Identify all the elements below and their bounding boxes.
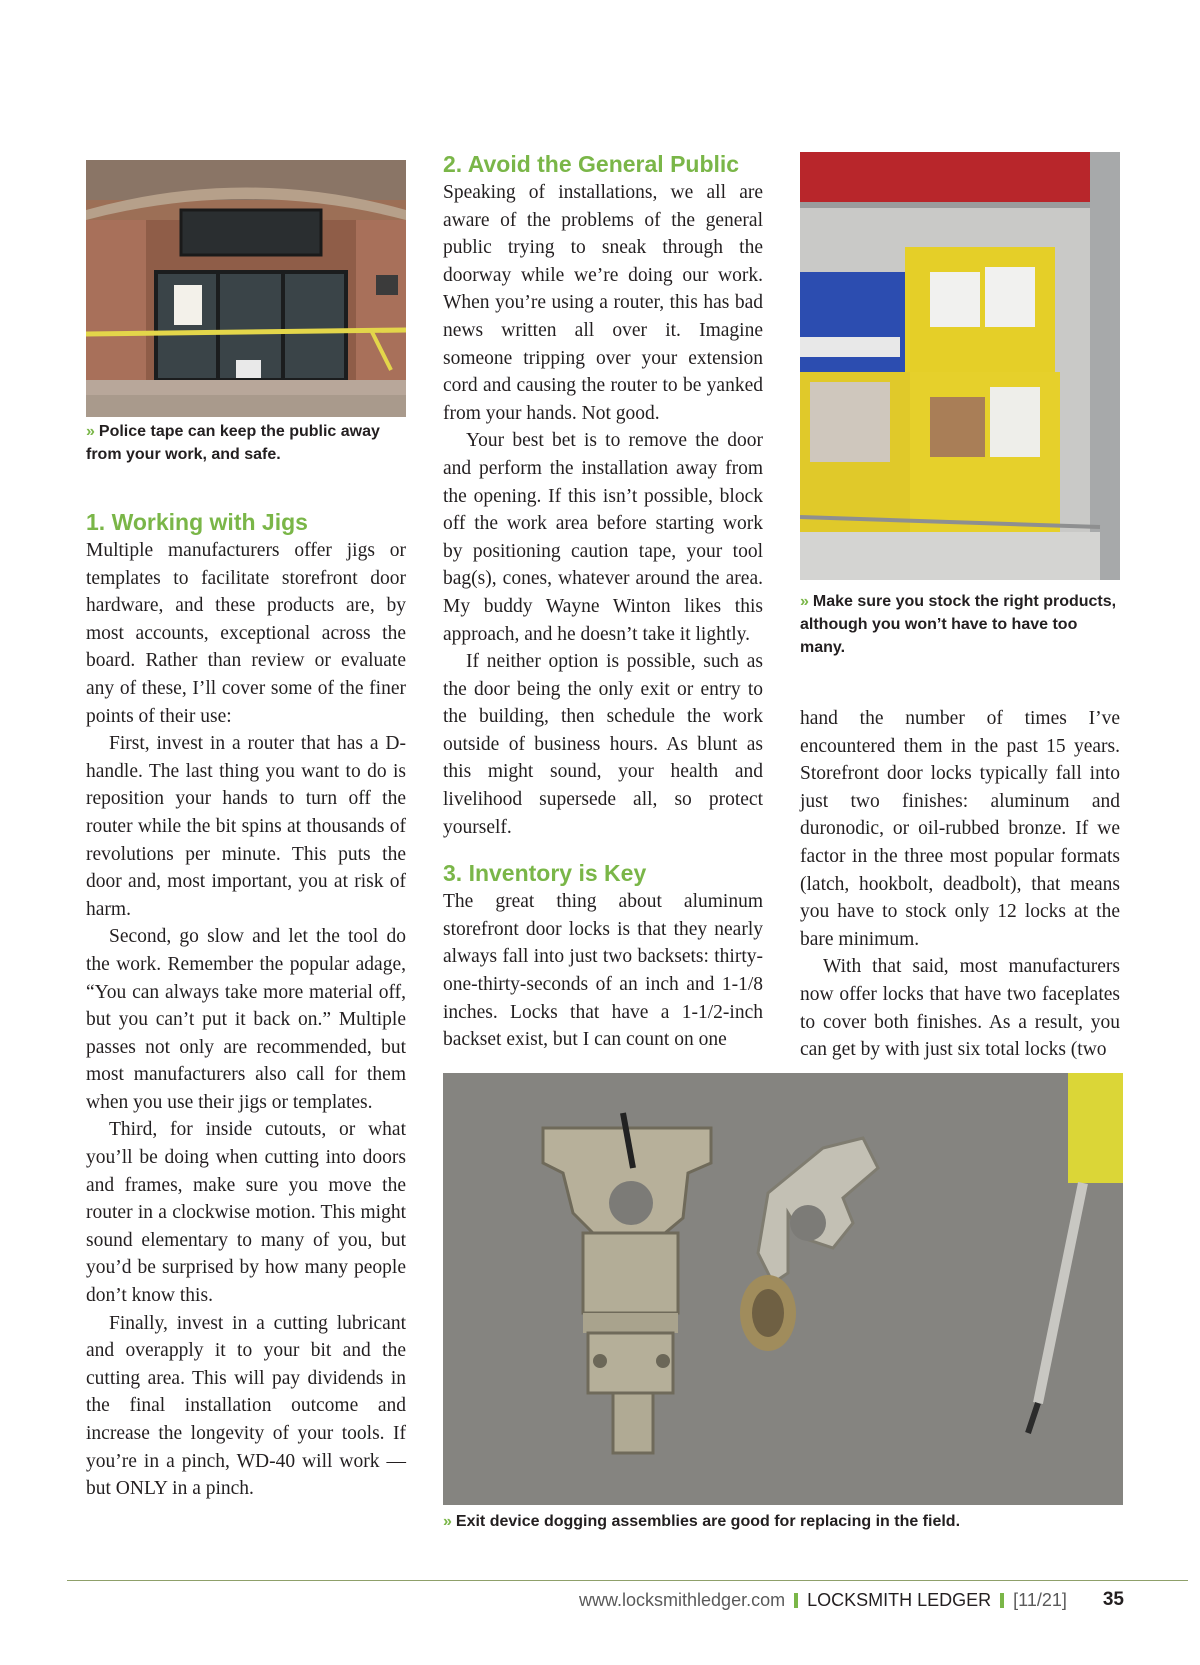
paragraph: Speaking of installations, we all are aware of the problems of the general public trying to sneak through the doorway while we’re doing our work. When you’re using a router, this has bad news written all over it. Imagine someone tripping over your extension cord and causing the router to be yanked from your hands. Not good. [443, 182, 763, 424]
stock-bins-caption: » Make sure you stock the right products, although you won’t have to have too many. [800, 593, 1117, 656]
divider-bar [794, 1593, 798, 1608]
column-left [86, 508, 406, 1503]
footer-magazine: LOCKSMITH LEDGER [807, 1589, 992, 1610]
paragraph: Third, for inside cutouts, or what you’ll be doing when cutting into doors and frames, make sure you move the router in a clockwise motion. This might sound elementary to many of you, but you’d be surprised by how many people don’t know this. [86, 1119, 406, 1307]
footer [579, 1586, 1124, 1614]
police-tape-caption: » Police tape can keep the public away from your work, and safe. [86, 423, 380, 463]
paragraph: Finally, invest in a cutting lubricant and overapply it to your bit and the cutting area. This will pay dividends in the final installation outcome and increase the longevity of your tools. If you’re in a pinch, WD-40 will work — but ONLY in a pinch. [86, 1312, 406, 1500]
column-right [800, 705, 1120, 1064]
paragraph: Your best bet is to remove the door and perform the installation away from the opening. If this isn’t possible, block off the work area before starting work by positioning caution tape, your tool bag(s), cones, whatever around the area. My buddy Wayne Winton likes this approach, and he doesn’t take it lightly. [443, 430, 763, 645]
footer-url[interactable]: www.locksmithledger.com [579, 1589, 786, 1610]
footer-issue: [11/21] [1013, 1589, 1067, 1610]
divider-bar [1000, 1593, 1004, 1608]
police-tape-photo [86, 160, 406, 417]
dogging-assembly-caption: » Exit device dogging assemblies are good for replacing in the field. [443, 1513, 961, 1530]
heading-working-with-jigs: 1. Working with Jigs [86, 509, 308, 535]
page-number: 35 [1102, 1589, 1124, 1610]
paragraph: With that said, most manufacturers now offer locks that have two faceplates to cover both finishes. As a result, you can get by with just six total locks (two [800, 956, 1120, 1061]
paragraph: Multiple manufacturers offer jigs or templates to facilitate storefront door hardware, and these products are, by most accounts, exceptional across the board. Rather than review or evaluate any of these, I’ll cover some of the finer points of their use: [86, 540, 406, 727]
paragraph: First, invest in a router that has a D-handle. The last thing you want to do is reposition your hands to turn off the router while the bit spins at thousands of revolutions per minute. This puts the door and, most important, you at risk of harm. [86, 733, 406, 920]
column-middle [443, 150, 763, 1054]
footer-rule [67, 1580, 1188, 1581]
stock-bins-photo [800, 152, 1120, 580]
paragraph: The great thing about aluminum storefront door locks is that they nearly always fall into just two backsets: thirty-one-thirty-seconds of an inch and 1-1/8 inches. Locks that have a 1-1/2-inch backset exist, but I can count on one [443, 891, 763, 1051]
chevron-icon: » [86, 423, 95, 440]
heading-inventory-is-key: 3. Inventory is Key [443, 860, 647, 887]
paragraph: If neither option is possible, such as the door being the only exit or entry to the building, then schedule the work outside of business hours. As blunt as this might sound, your health and livelihood supersede all, so protect yourself. [443, 651, 763, 838]
chevron-icon: » [443, 1513, 452, 1530]
dogging-assembly-photo [443, 1073, 1123, 1505]
paragraph: Second, go slow and let the tool do the work. Remember the popular adage, “You can always take more material off, but you can’t put it back on.” Multiple passes not only are recommended, but most manufacturers also call for them when you use their jigs or templates. [86, 926, 406, 1113]
chevron-icon: » [800, 593, 809, 610]
heading-avoid-general-public: 2. Avoid the General Public [443, 151, 740, 177]
paragraph: hand the number of times I’ve encountered them in the past 15 years. Storefront door locks typically fall into just two finishes: aluminum and duronodic, or oil-rubbed bronze. If we factor in the three most popular formats (latch, hookbolt, deadbolt), that means you have to stock only 12 locks at the bare minimum. [800, 708, 1120, 950]
